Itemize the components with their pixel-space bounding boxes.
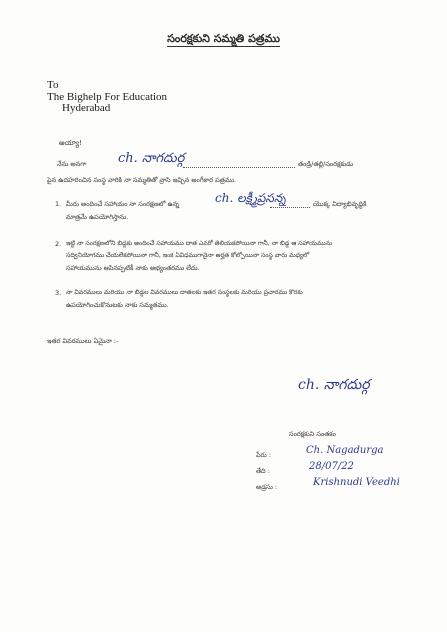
item-1-num: 1. <box>55 200 62 208</box>
address-city: Hyderabad <box>62 102 111 114</box>
intro-guardian-name: ch. నాగదుర్గ <box>118 151 185 166</box>
item-3-line2: ఉపయోగించుకొనుటకు నాకు సమ్మతము. <box>66 301 169 309</box>
item-2-line1: ఇట్టి నా సంరక్షణలోని బిడ్డకు అందించే సహాయము దాత ఎవరో తెలియకపోయినా గానీ, నా బిడ్డ ఆ సహాయమును <box>66 240 333 247</box>
intro-line2: పైన ఉదహరించిన సంస్థ వారికి నా సమ్మతితో వ్రాసి ఇచ్చిన అంగీకార పత్రము. <box>47 176 237 184</box>
recipient-address <box>47 80 167 115</box>
item-1-pre: మీరు అందించే సహాయం నా సంరక్షణలో ఉన్న <box>66 200 180 208</box>
footer-date-value: 28/07/22 <box>309 461 354 472</box>
salutation: అయ్యా! <box>59 139 82 147</box>
item-1-child-name: ch. లక్ష్మీప్రసన్న <box>215 191 286 205</box>
address-to: To <box>47 79 59 91</box>
item-2-line3: సహాయమును ఆపినప్పటికీ నాకు అభ్యంతరము లేదు. <box>66 264 200 272</box>
item-2-line2: సద్వినియోగము చేయలేకపోయినా గానీ, ఇంక ఏవిధముగానైనా అర్హత కోల్పోయినా సంస్థ వారు మధ్యలో <box>66 252 310 259</box>
footer-address-label: అడ్రసు : <box>256 483 278 491</box>
other-details-label: ఇతర వివరములు ఏమైనా :- <box>47 337 119 345</box>
footer-name-label: పేరు : <box>256 451 271 459</box>
signature-label: సంరక్షకుని సంతకం <box>289 430 336 438</box>
address-org: The Bighelp For Education <box>47 90 168 103</box>
footer-address-value: Krishnudi Veedhi <box>313 477 400 488</box>
document-title <box>0 32 447 48</box>
intro-dotted-line <box>183 167 295 168</box>
item-1-post: యొక్క విద్యాభివృద్ధికి <box>313 200 367 208</box>
footer-date-label: తేది : <box>256 467 270 475</box>
item-3-line1: నా వివరములు మరియు నా బిడ్డల వివరములు దాతలకు ఇతర సంస్థలకు మరియు ప్రచారము కొరకు <box>66 289 303 296</box>
intro-suffix: తండ్రి/తల్లి/సంరక్షకుడు <box>298 160 354 168</box>
footer-name-value: Ch. Nagadurga <box>306 445 384 456</box>
document-title-text: సంరక్షకుని సమ్మతి పత్రము <box>167 32 280 45</box>
intro-prefix: నేను అనగా <box>57 160 87 168</box>
item-1-dotted-line <box>270 207 310 208</box>
item-1-line2: మాత్రమే ఉపయోగిస్తాను. <box>66 213 129 221</box>
item-2-num: 2. <box>55 240 62 248</box>
item-3-num: 3. <box>55 289 62 297</box>
guardian-signature: ch. నాగదుర్గ <box>298 377 370 393</box>
